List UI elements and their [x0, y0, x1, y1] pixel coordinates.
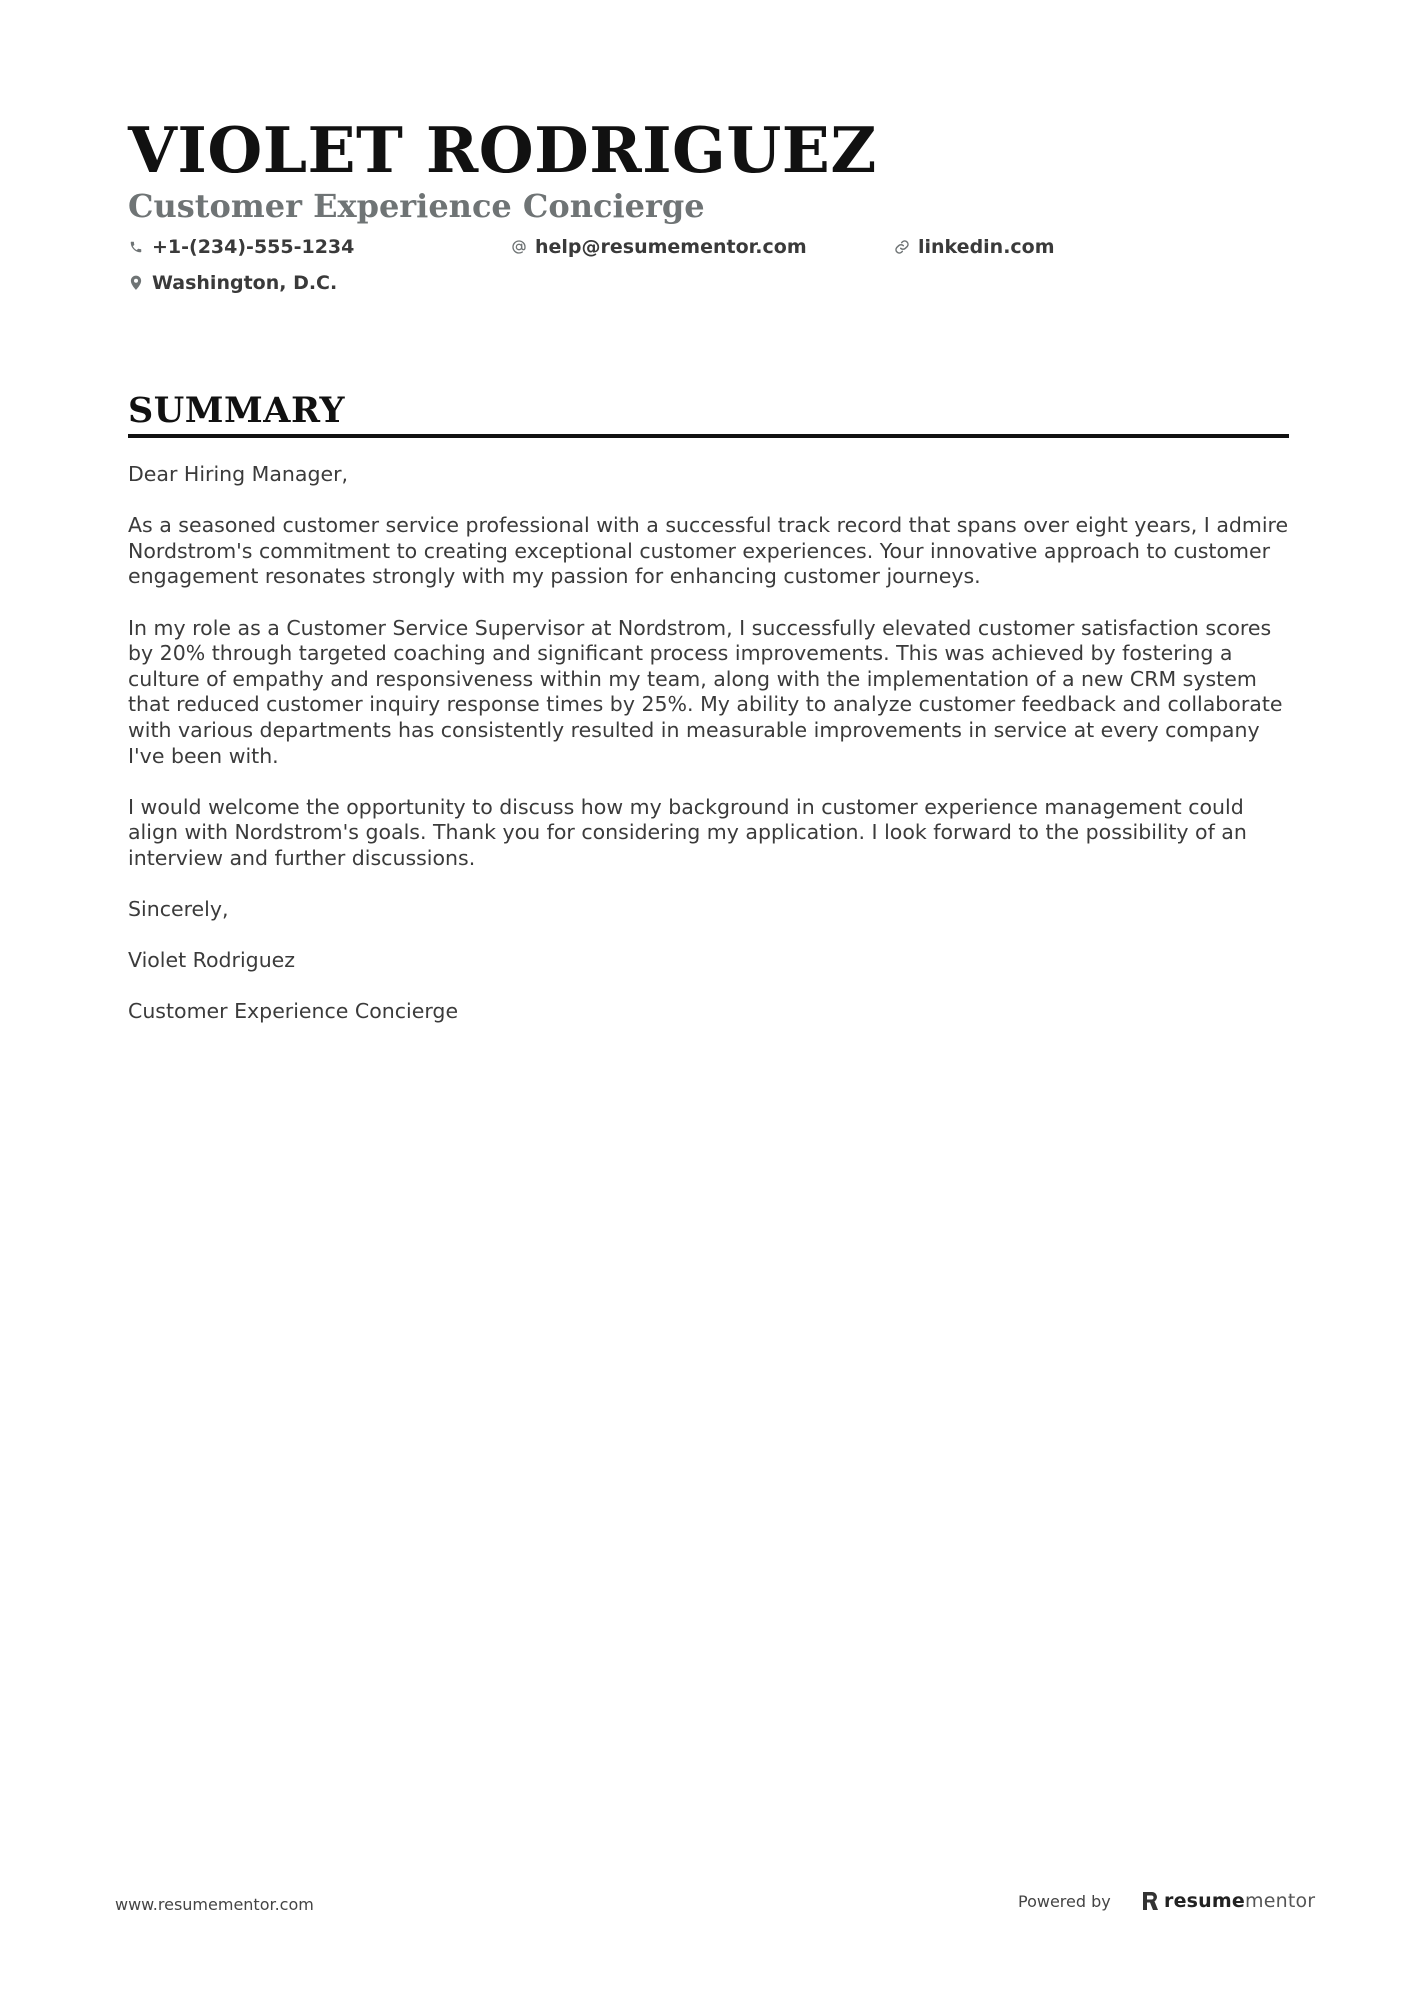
- resume-header: [128, 112, 1288, 306]
- brand-wordmark: resumementor: [1164, 1890, 1316, 1912]
- phone-icon: [128, 239, 144, 255]
- footer-powered-by: Powered by: [1018, 1892, 1111, 1911]
- section-heading: SUMMARY: [128, 390, 345, 431]
- footer-website-link[interactable]: www.resumementor.com: [115, 1895, 314, 1914]
- email-text[interactable]: help@resumementor.com: [535, 236, 807, 258]
- phone-text[interactable]: +1-(234)-555-1234: [152, 236, 355, 258]
- letter-closing: Sincerely,: [128, 897, 229, 922]
- location-pin-icon: [128, 275, 144, 291]
- contact-phone: [128, 234, 354, 260]
- contact-email: [511, 234, 807, 260]
- footer-brand-logo[interactable]: [1141, 1887, 1315, 1915]
- link-icon: [894, 239, 910, 255]
- letter-salutation: Dear Hiring Manager,: [128, 462, 349, 486]
- contact-linkedin: [894, 234, 1055, 260]
- letter-paragraph-1: As a seasoned customer service professional with a successful track record that spans over eight years, I admire Nordstrom's commitment to creating exceptional customer experiences. Your innovative approach to customer engagement resonates strongly with my passion for enhancing customer journeys.: [128, 513, 1289, 589]
- location-text: Washington, D.C.: [152, 272, 338, 294]
- letter-signature-name: Violet Rodriguez: [128, 948, 296, 973]
- letter-paragraph-2: In my role as a Customer Service Supervisor at Nordstrom, I successfully elevated customer satisfaction scores by 20% through targeted coaching and significant process improvements. This was achieved by fostering a culture of empathy and responsiveness within my team, along with the implementation of a new CRM system that reduced customer inquiry response times by 25%. My ability to analyze customer feedback and collaborate with various departments has consistently resulted in measurable improvements in service at every company I've been with.: [128, 615, 1283, 768]
- resumementor-logo-icon: [1141, 1890, 1159, 1912]
- linkedin-text[interactable]: linkedin.com: [918, 236, 1055, 258]
- letter-paragraph-3: I would welcome the opportunity to discuss how my background in customer experience management could align with Nordstrom's goals. Thank you for considering my application. I look forward to the possibility of an interview and further discussions.: [128, 794, 1247, 870]
- candidate-name: VIOLET RODRIGUEZ: [128, 113, 877, 187]
- section-divider: [128, 434, 1289, 438]
- contact-info: [128, 234, 1288, 306]
- contact-location: [128, 270, 337, 296]
- letter-signature-title: Customer Experience Concierge: [128, 999, 459, 1024]
- at-icon: [511, 239, 527, 255]
- summary-section: [128, 390, 1289, 1051]
- candidate-title: Customer Experience Concierge: [128, 187, 705, 225]
- cover-letter-body: [128, 462, 1289, 1025]
